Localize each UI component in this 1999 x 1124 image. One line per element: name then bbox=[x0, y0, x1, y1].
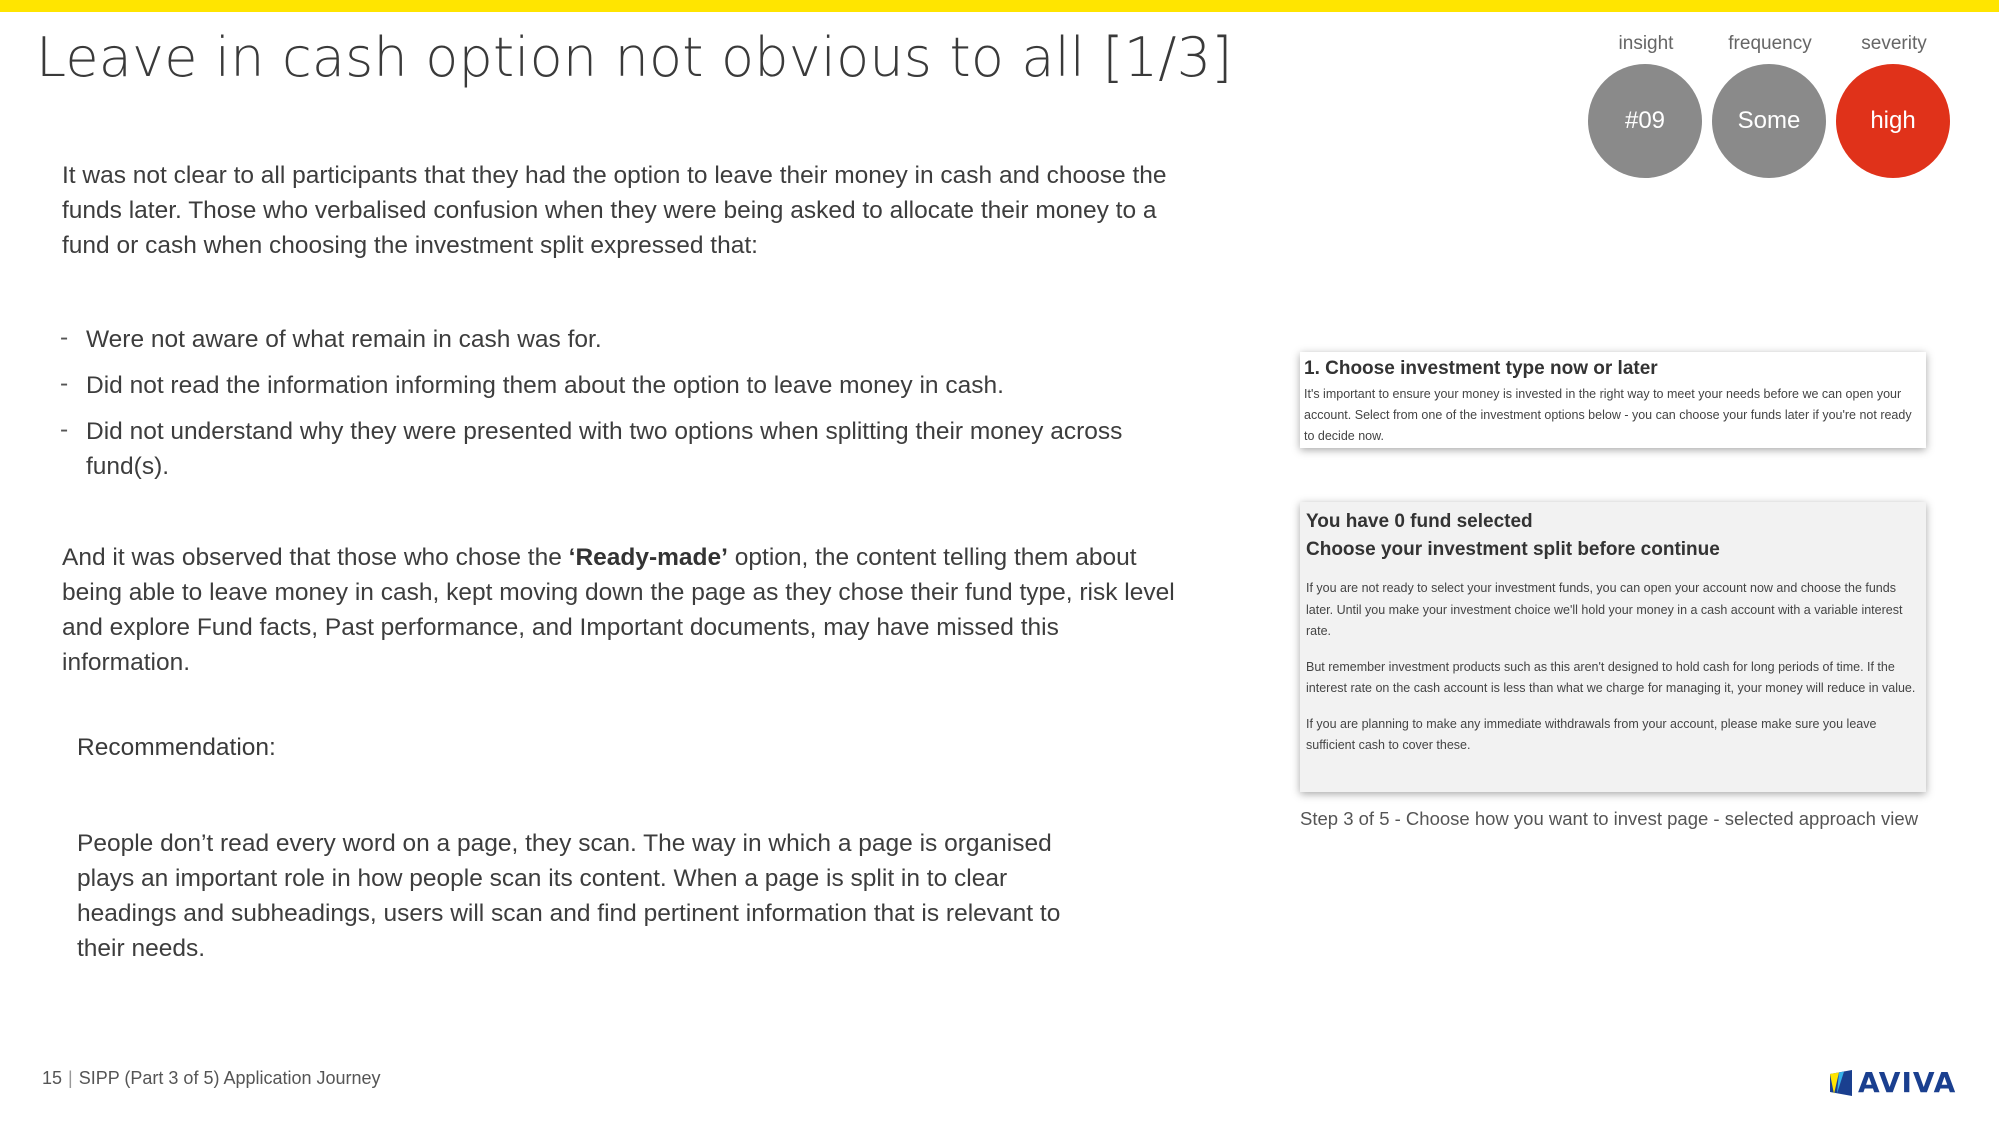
recommendation-body: People don’t read every word on a page, they scan. The way in which a page is organised plays an important role in how people scan its content. When a page is split in to clear headings and subheadings, users will scan and find pertinent information that is relevant to their needs. bbox=[77, 830, 1061, 962]
finding-item: - Did not understand why they were presented with two options when splitting their money across fund(s). bbox=[60, 414, 1160, 484]
recommendation-heading: Recommendation: bbox=[77, 734, 276, 761]
severity-label: severity bbox=[1861, 33, 1927, 54]
screenshot-caption: Step 3 of 5 - Choose how you want to invest page - selected approach view bbox=[1300, 808, 1919, 829]
top-accent-bar bbox=[0, 0, 1999, 12]
screenshot-investment-type bbox=[1300, 352, 1926, 448]
slide-footer bbox=[42, 1068, 381, 1089]
screenshot-split-para: If you are not ready to select your investment funds, you can open your account now and choose the funds later. Until you make your investment choice we'll hold your money in a cash account with a variable interest rate. bbox=[1306, 581, 1903, 638]
frequency-circle: Some bbox=[1712, 64, 1826, 178]
screenshot-split-para: If you are planning to make any immediate withdrawals from your account, please make sure you leave sufficient cash to cover these. bbox=[1306, 716, 1877, 752]
observation-text-end: option, the content telling them about being able to leave money in cash, kept moving down the page as they chose their fund type, risk level and explore Fund facts, Past performance, and Important documents, may have missed this information. bbox=[62, 544, 1175, 676]
ready-made-emphasis: ‘Ready-made’ bbox=[568, 544, 728, 571]
screenshot-fund-count-heading: You have 0 fund selected bbox=[1306, 511, 1533, 532]
footer-separator: | bbox=[68, 1068, 73, 1088]
frequency-label: frequency bbox=[1728, 33, 1812, 54]
footer-text: SIPP (Part 3 of 5) Application Journey bbox=[78, 1068, 381, 1088]
finding-item: - Did not read the information informing them about the option to leave money in cash. bbox=[60, 368, 1160, 403]
severity-circle: high bbox=[1836, 64, 1950, 178]
screenshot-investment-type-text: It's important to ensure your money is invested in the right way to meet your needs before we can open your account. Select from one of the investment options below - you can choose your funds later if you're not ready to decide now. bbox=[1304, 387, 1912, 443]
screenshot-investment-type-heading: 1. Choose investment type now or later bbox=[1304, 358, 1658, 379]
severity-metric bbox=[1836, 30, 1952, 178]
finding-item: - Were not aware of what remain in cash was for. bbox=[60, 322, 1160, 357]
aviva-logo-icon bbox=[1830, 1070, 1852, 1096]
slide-title: Leave in cash option not obvious to all [1/3] bbox=[36, 26, 1233, 89]
findings-list bbox=[60, 322, 1160, 495]
aviva-logo-text: AVIVA bbox=[1858, 1066, 1957, 1099]
aviva-logo bbox=[1830, 1066, 1956, 1099]
observation-text-start: And it was observed that those who chose the bbox=[62, 544, 569, 571]
screenshot-split-heading: Choose your investment split before continue bbox=[1306, 539, 1720, 560]
screenshot-investment-split bbox=[1300, 502, 1926, 792]
frequency-metric bbox=[1712, 30, 1828, 178]
insight-circle: #09 bbox=[1588, 64, 1702, 178]
page-number: 15 bbox=[42, 1068, 63, 1088]
insight-label: insight bbox=[1618, 33, 1674, 54]
screenshot-split-para: But remember investment products such as this aren't designed to hold cash for long periods of time. If the interest rate on the cash account is less than what we charge for managing it, your money will reduce in value. bbox=[1306, 659, 1916, 695]
insight-metric bbox=[1588, 30, 1704, 178]
observation-paragraph bbox=[62, 540, 1192, 680]
intro-paragraph: It was not clear to all participants that they had the option to leave their money in cash and choose the funds later. Those who verbalised confusion when they were being asked to allocate their money to a fund or cash when choosing the investment split expressed that: bbox=[62, 162, 1167, 259]
